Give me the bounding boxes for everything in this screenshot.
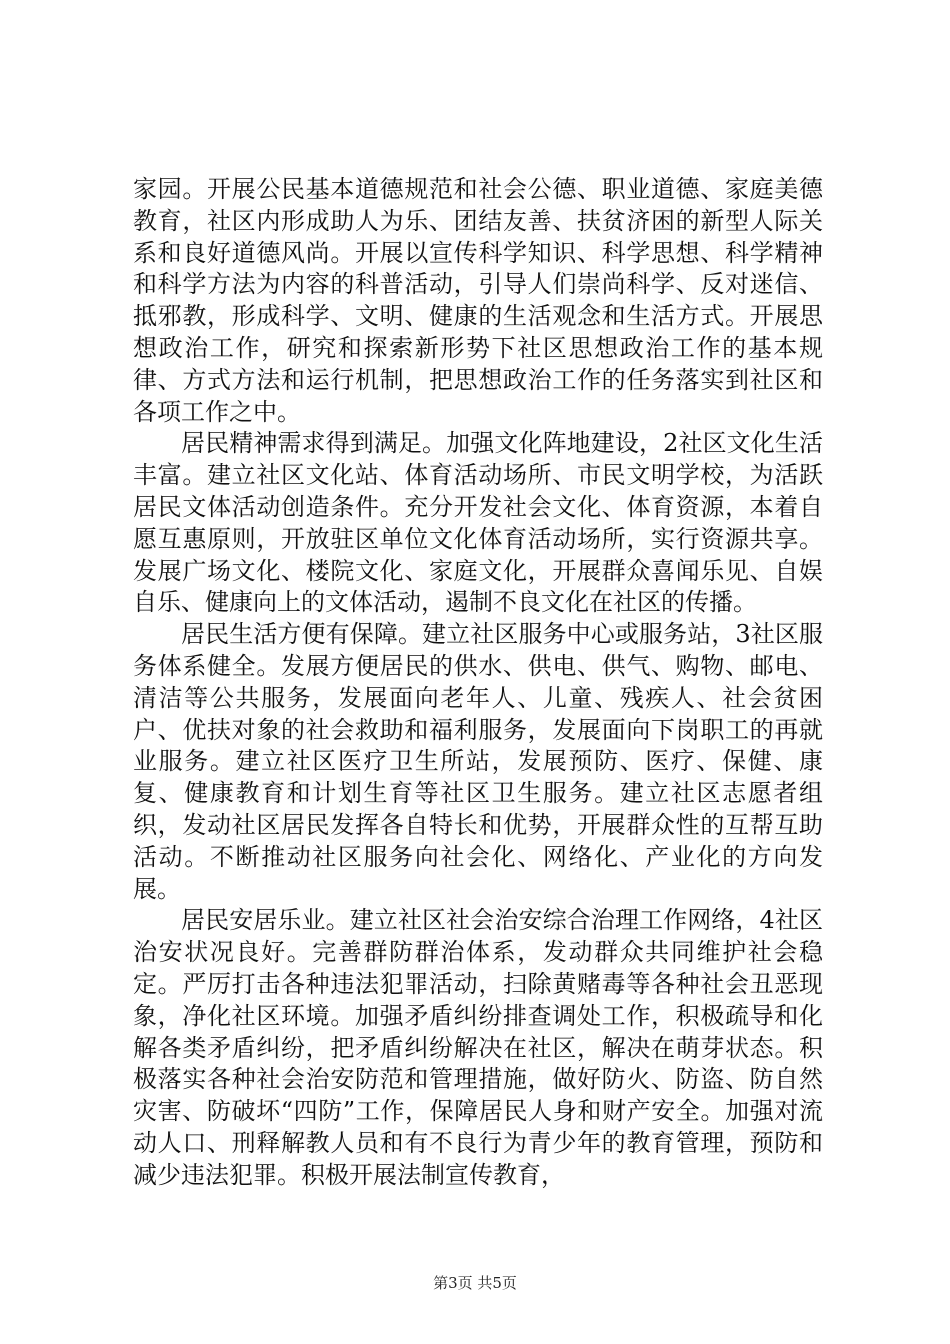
paragraph-services: 居民生活方便有保障。建立社区服务中心或服务站，3社区服务体系健全。发展方便居民的供水、供电、供气、购物、邮电、清洁等公共服务，发展面向老年人、儿童、残疾人、社会贫困户、优扶对象的社会救助和福利服务，发展面向下岗职工的再就业服务。建立社区医疗卫生所站，发展预防、医疗、保健、康复、健康教育和计划生育等社区卫生服务。建立社区志愿者组织，发动社区居民发挥各自特长和优势，开展群众性的互帮互助活动。不断推动社区服务向社会化、网络化、产业化的方向发展。: [133, 620, 823, 903]
paragraph-continuation: 家园。开展公民基本道德规范和社会公德、职业道德、家庭美德教育，社区内形成助人为乐、团结友善、扶贫济困的新型人际关系和良好道德风尚。开展以宣传科学知识、科学思想、科学精神和科学方法为内容的科普活动，引导人们崇尚科学、反对迷信、抵邪教，形成科学、文明、健康的生活观念和生活方式。开展思想政治工作，研究和探索新形势下社区思想政治工作的基本规律、方式方法和运行机制，把思想政治工作的任务落实到社区和各项工作之中。: [133, 175, 823, 426]
paragraph-culture: 居民精神需求得到满足。加强文化阵地建设，2社区文化生活丰富。建立社区文化站、体育活动场所、市民文明学校，为活跃居民文体活动创造条件。充分开发社会文化、体育资源，本着自愿互惠原则，开放驻区单位文化体育活动场所，实行资源共享。发展广场文化、楼院文化、家庭文化，开展群众喜闻乐见、自娱自乐、健康向上的文体活动，遏制不良文化在社区的传播。: [133, 429, 823, 617]
paragraph-security: 居民安居乐业。建立社区社会治安综合治理工作网络，4社区治安状况良好。完善群防群治体系，发动群众共同维护社会稳定。严厉打击各种违法犯罪活动，扫除黄赌毒等各种社会丑恶现象，净化社区环境。加强矛盾纠纷排查调处工作，积极疏导和化解各类矛盾纠纷，把矛盾纠纷解决在社区，解决在萌芽状态。积极落实各种社会治安防范和管理措施，做好防火、防盗、防自然灾害、防破坏“四防”工作，保障居民人身和财产安全。加强对流动人口、刑释解教人员和有不良行为青少年的教育管理，预防和减少违法犯罪。积极开展法制宣传教育，: [133, 906, 823, 1189]
page-footer: 第3页 共5页: [433, 1274, 517, 1292]
body-text: [133, 174, 823, 1192]
